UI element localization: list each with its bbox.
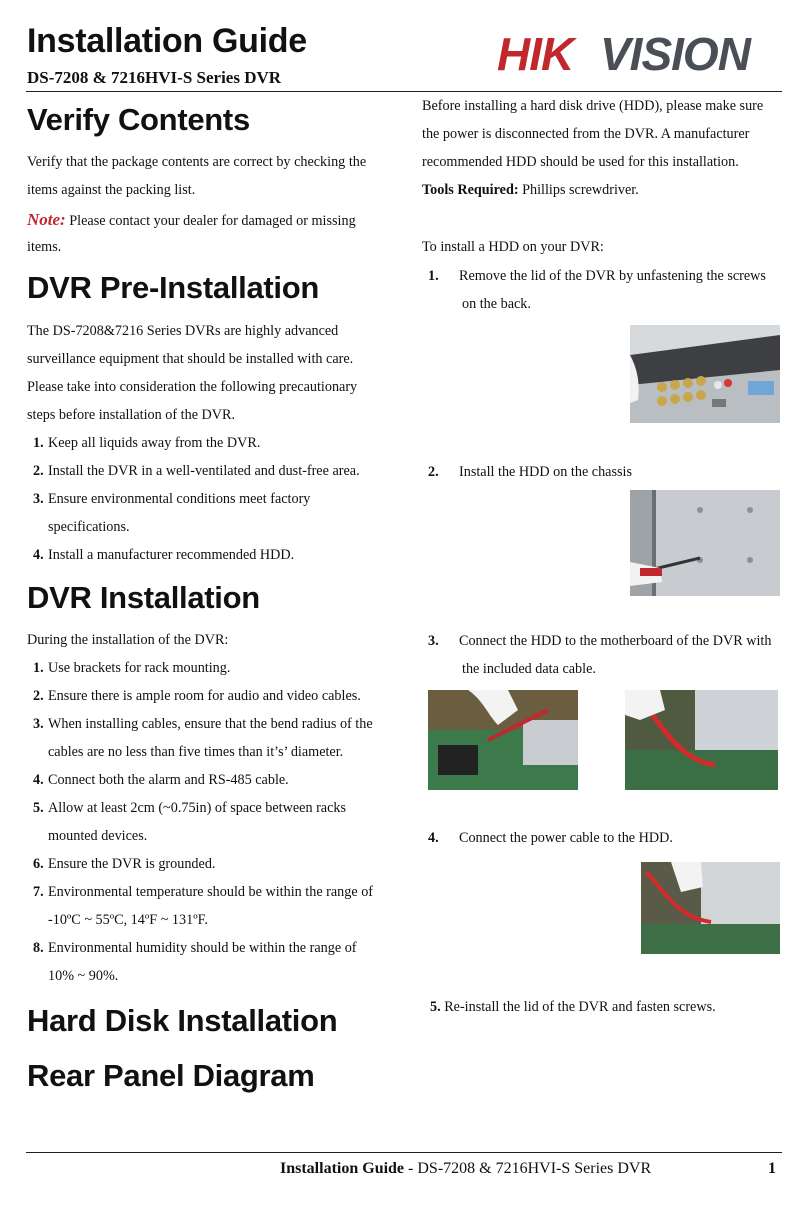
logo-hik-text: HIK — [497, 32, 574, 76]
list-item: 4. Install a manufacturer recommended HDD. — [33, 547, 295, 563]
list-item: 8. Environmental humidity should be within the range of 10% ~ 90%. — [33, 940, 357, 984]
footer-model: DS-7208 & 7216HVI-S Series DVR — [417, 1160, 652, 1177]
footer-rule — [26, 1152, 782, 1153]
list-item: 3. When installing cables, ensure that the bend radius of the cables are no less than five times than it’s’ diameter. — [33, 716, 373, 760]
intro-line: steps before installation of the DVR. — [27, 407, 236, 423]
intro-line: The DS-7208&7216 Series DVRs are highly advanced — [27, 323, 339, 339]
verify-note-line2: items. — [27, 239, 62, 255]
hard-disk-installation-heading: Hard Disk Installation — [27, 1003, 338, 1038]
photo-hdd-data-cable — [625, 690, 778, 790]
pre-installation-intro — [27, 317, 357, 429]
step-1: 1. Remove the lid of the DVR by unfastening the screws on the back. — [428, 268, 766, 312]
pre-installation-list — [27, 429, 360, 569]
pre-installation-heading: DVR Pre-Installation — [27, 270, 319, 305]
photo-motherboard — [428, 690, 578, 790]
step-2: 2. Install the HDD on the chassis — [428, 464, 632, 480]
intro-line: Before installing a hard disk drive (HDD), please make sure — [422, 98, 764, 114]
intro-line: Please take into consideration the following precautionary — [27, 379, 358, 395]
footer-text — [280, 1160, 651, 1178]
verify-text-line1: Verify that the package contents are correct by checking the — [27, 154, 367, 170]
list-item: 1. Keep all liquids away from the DVR. — [33, 435, 261, 451]
intro-line: surveillance equipment that should be installed with care. — [27, 351, 354, 367]
hikvision-logo — [497, 32, 769, 76]
list-item: 2. Install the DVR in a well-ventilated and dust-free area. — [33, 463, 360, 479]
intro-line: the power is disconnected from the DVR. A manufacturer — [422, 126, 750, 142]
footer-sep: - — [408, 1160, 414, 1177]
model-subtitle: DS-7208 & 7216HVI-S Series DVR — [27, 68, 282, 87]
dvr-installation-intro: During the installation of the DVR: — [27, 632, 229, 648]
note-label: Note: — [27, 210, 66, 229]
verify-note — [27, 206, 356, 235]
footer-label: Installation Guide — [280, 1160, 405, 1177]
step-4: 4. Connect the power cable to the HDD. — [428, 830, 673, 846]
rear-panel-diagram-heading: Rear Panel Diagram — [27, 1058, 315, 1093]
hdd-intro — [422, 92, 763, 204]
logo-vision-text: VISION — [600, 32, 750, 76]
photo-dvr-rear — [630, 325, 780, 423]
list-item: 6. Ensure the DVR is grounded. — [33, 856, 216, 872]
install-lead: To install a HDD on your DVR: — [422, 239, 604, 255]
list-item: 7. Environmental temperature should be within the range of -10ºC ~ 55ºC, 14ºF ~ 131ºF. — [33, 884, 374, 928]
list-item: 3. Ensure environmental conditions meet factory specifications. — [33, 491, 311, 535]
note-text: Please contact your dealer for damaged or missing — [69, 213, 356, 229]
tools-required: Tools Required: Phillips screwdriver. — [422, 182, 639, 198]
page-title: Installation Guide — [27, 22, 307, 60]
step-3: 3. Connect the HDD to the motherboard of the DVR with the included data cable. — [428, 633, 772, 677]
dvr-installation-heading: DVR Installation — [27, 580, 260, 615]
list-item: 2. Ensure there is ample room for audio and video cables. — [33, 688, 361, 704]
list-item: 4. Connect both the alarm and RS-485 cable. — [33, 772, 289, 788]
verify-text-line2: items against the packing list. — [27, 182, 196, 198]
step-5: 5. Re-install the lid of the DVR and fasten screws. — [430, 999, 716, 1015]
intro-line: recommended HDD should be used for this installation. — [422, 154, 739, 170]
page-number: 1 — [768, 1160, 776, 1177]
verify-contents-heading: Verify Contents — [27, 102, 250, 137]
dvr-installation-list — [27, 654, 373, 990]
photo-chassis — [630, 490, 780, 596]
list-item: 5. Allow at least 2cm (~0.75in) of space between racks mounted devices. — [33, 800, 347, 844]
list-item: 1. Use brackets for rack mounting. — [33, 660, 231, 676]
photo-power-cable — [641, 862, 780, 954]
